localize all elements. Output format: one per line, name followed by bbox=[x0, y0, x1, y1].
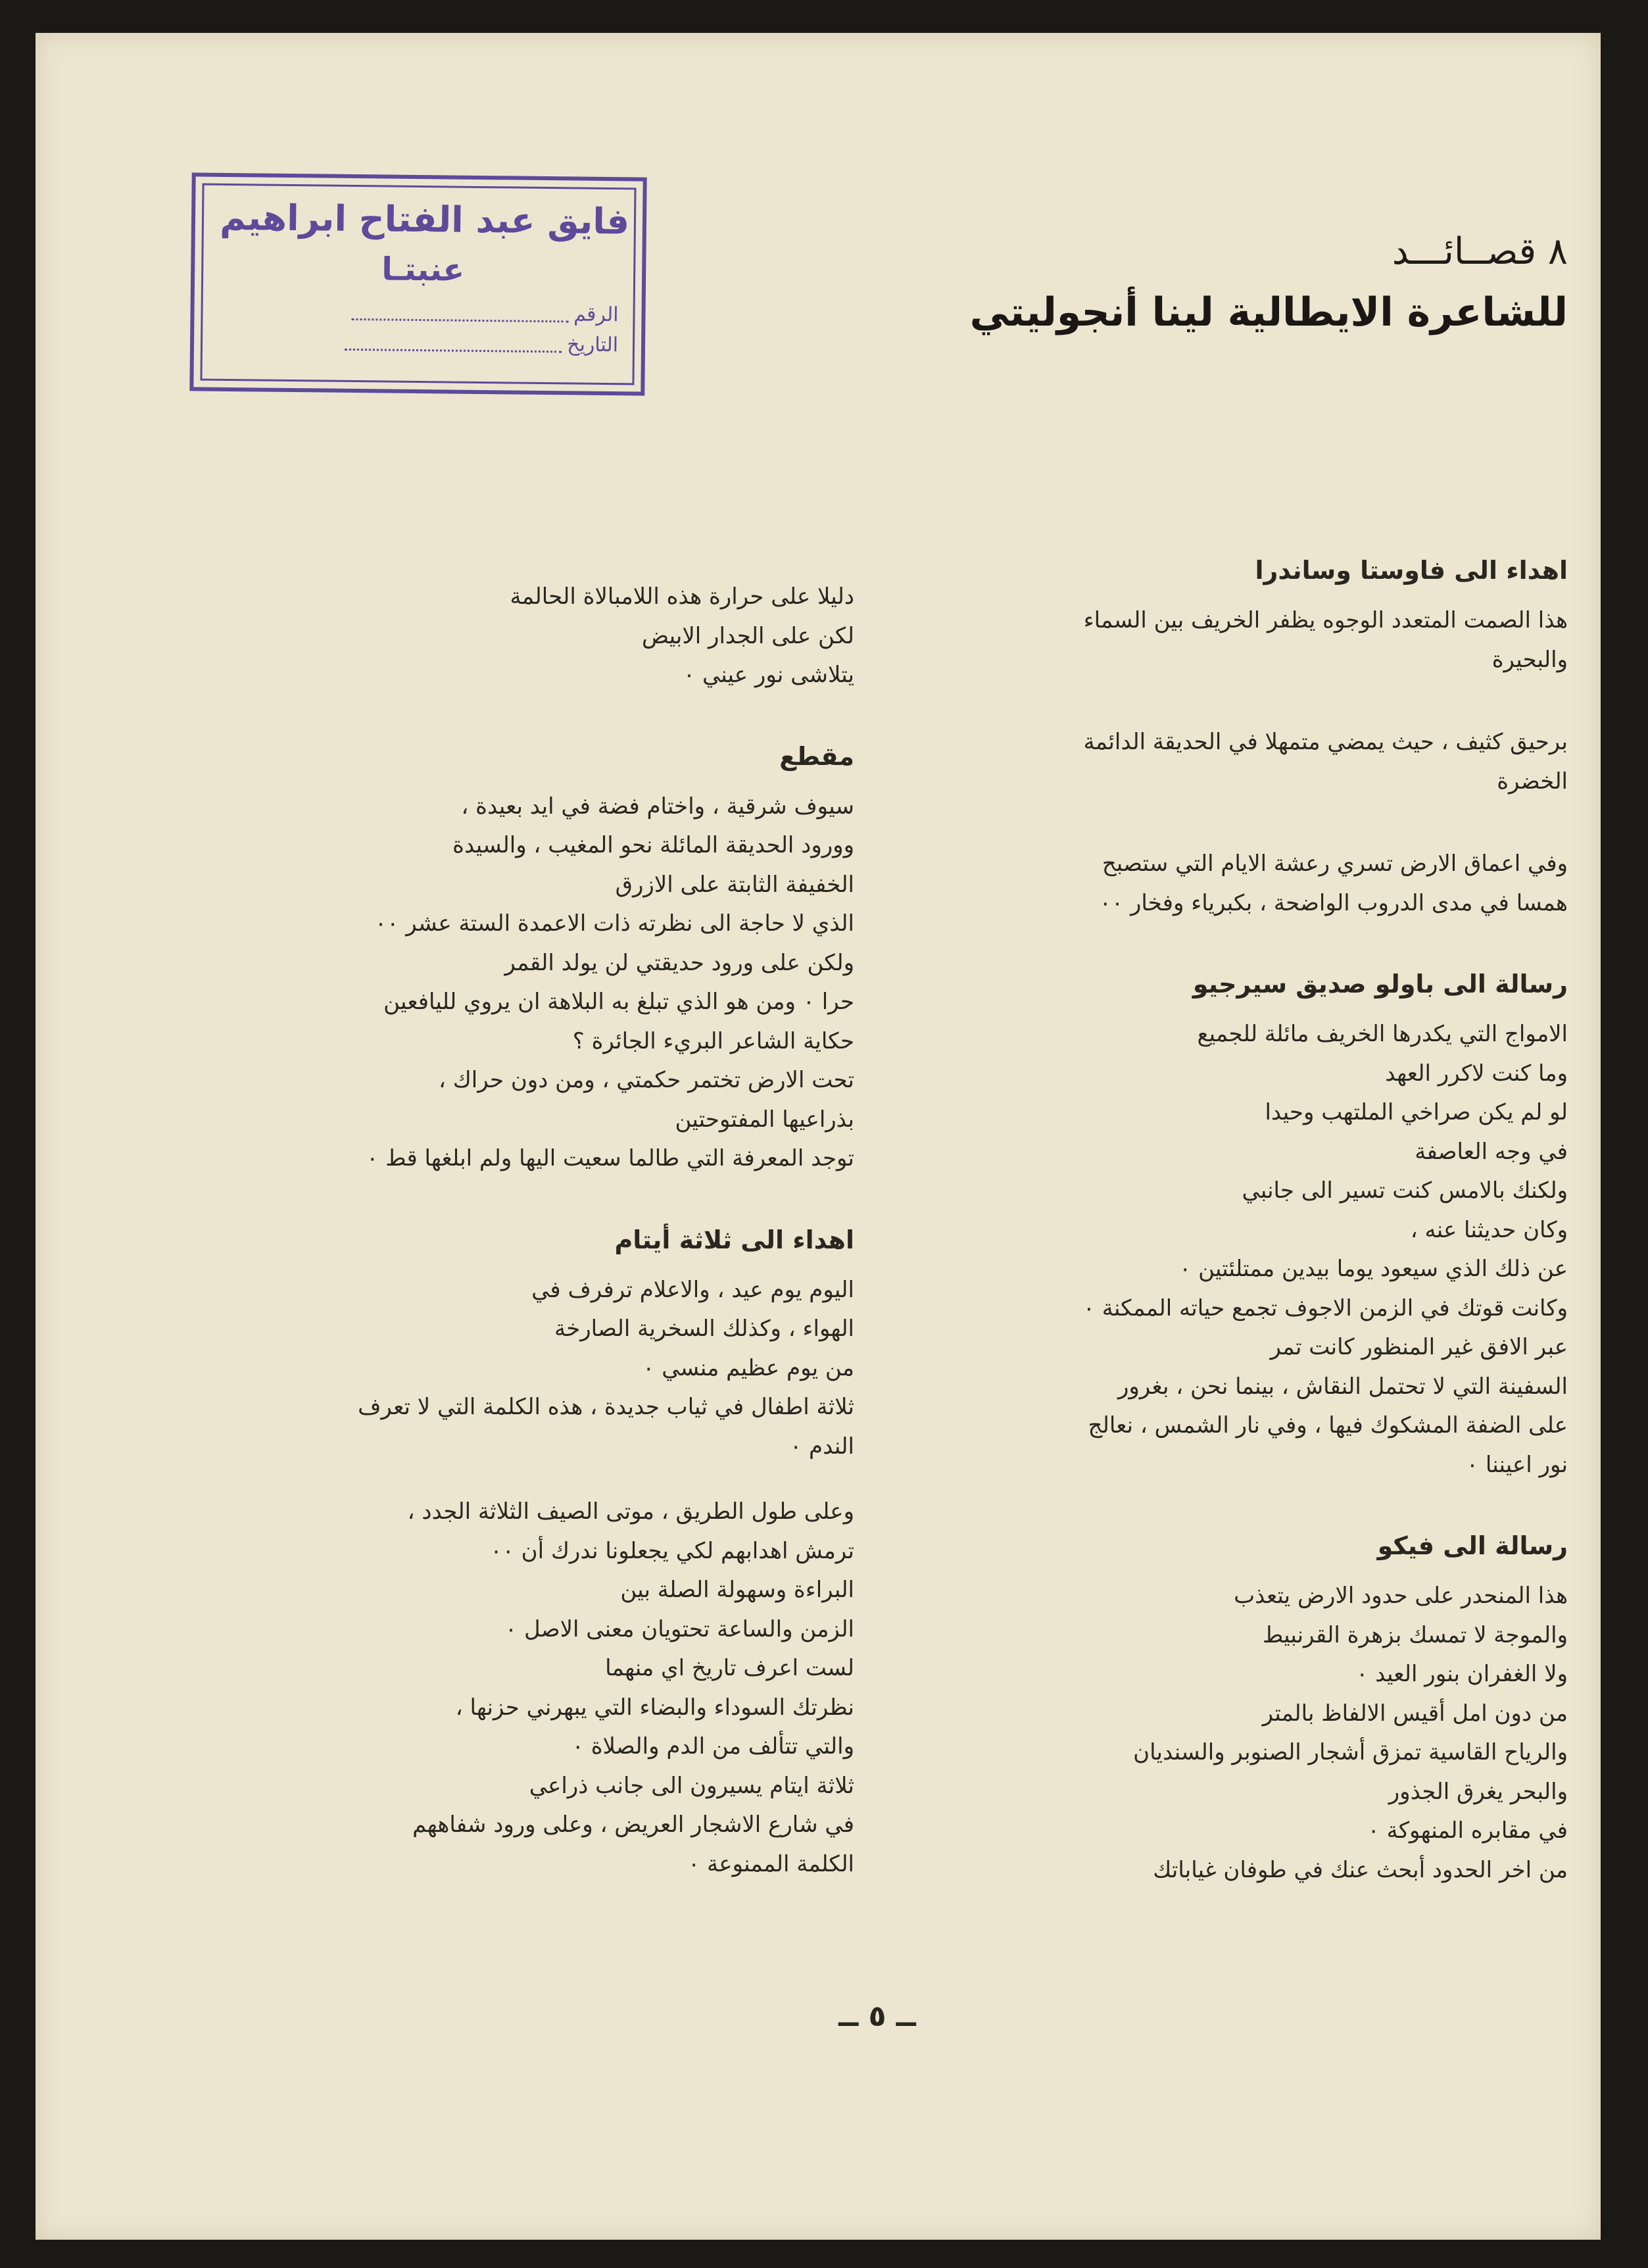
poem-line: من اخر الحدود أبحث عنك في طوفان غياباتك bbox=[1153, 1856, 1568, 1883]
poem-line: الزمن والساعة تحتويان معنى الاصل ٠ bbox=[504, 1615, 854, 1642]
stamp-date-line bbox=[345, 334, 562, 353]
page-number: ــ ٥ ــ bbox=[838, 2000, 916, 2033]
poem-line: وعلى طول الطريق ، موتى الصيف الثلاثة الجدد ، bbox=[407, 1498, 854, 1525]
stamp-date-row bbox=[345, 331, 618, 357]
poem-line: والبحر يغرق الجذور bbox=[1388, 1778, 1568, 1805]
poem-line: يتلاشى نور عيني ٠ bbox=[683, 662, 854, 688]
poem-line: والرياح القاسية تمزق أشجار الصنوبر والسنديان bbox=[1133, 1739, 1568, 1765]
page-title: للشاعرة الايطالية لينا أنجوليتي bbox=[969, 289, 1568, 335]
stanza-gap bbox=[910, 801, 1568, 845]
poem-line: لست اعرف تاريخ اي منهما bbox=[605, 1655, 854, 1681]
poem-line: اليوم يوم عيد ، والاعلام ترفرف في bbox=[531, 1276, 854, 1303]
poem-line: الخفيفة الثابتة على الازرق bbox=[615, 871, 854, 898]
poem-line: في مقابره المنهوكة ٠ bbox=[1367, 1817, 1568, 1844]
poem-line: توجد المعرفة التي طالما سعيت اليها ولم ابلغها قط ٠ bbox=[366, 1145, 854, 1171]
poem-line: وما كنت لاكرر العهد bbox=[1385, 1060, 1568, 1087]
poem-line: في وجه العاصفة bbox=[1415, 1138, 1568, 1165]
magazine-page bbox=[36, 33, 1601, 2240]
poem-line: وكان حديثنا عنه ، bbox=[1410, 1216, 1568, 1243]
stamp-ref-label: الرقم bbox=[573, 303, 619, 327]
poem-line: لو لم يكن صراخي الملتهب وحيدا bbox=[1265, 1099, 1568, 1125]
poem-line: الخضرة bbox=[1497, 768, 1568, 795]
poem-line: الامواج التي يكدرها الخريف مائلة للجميع bbox=[1197, 1021, 1568, 1047]
poem-line: من دون امل أقيس الالفاظ بالمتر bbox=[1262, 1700, 1568, 1727]
stamp-ref-line bbox=[351, 304, 568, 322]
poem-line: هذا الصمت المتعدد الوجوه يظفر الخريف بين السماء bbox=[1083, 607, 1568, 633]
stamp-ref-row bbox=[351, 301, 619, 326]
stamp-date-label: التاريخ bbox=[566, 333, 619, 357]
poem-line: والموجة لا تمسك بزهرة القرنبيط bbox=[1262, 1621, 1568, 1648]
stanza-gap bbox=[200, 1466, 854, 1492]
poem-line: الذي لا حاجة الى نظرته ذات الاعمدة الستة عشر ٠٠ bbox=[374, 910, 854, 937]
poem-line: نظرتك السوداء والبضاء التي يبهرني حزنها ، bbox=[455, 1694, 854, 1721]
stamp-city: عنبتـا bbox=[381, 251, 465, 289]
poem-line: الكلمة الممنوعة ٠ bbox=[687, 1850, 854, 1877]
poem-line: البراءة وسهولة الصلة بين bbox=[620, 1577, 854, 1603]
poem-line: في شارع الاشجار العريض ، وعلى ورود شفاههم bbox=[412, 1812, 854, 1838]
poem-line: هذا المنحدر على حدود الارض يتعذب bbox=[1234, 1583, 1568, 1609]
section-gap bbox=[910, 1485, 1568, 1528]
poem-line: عبر الافق غير المنظور كانت تمر bbox=[1270, 1334, 1568, 1360]
poem-line: والتي تتألف من الدم والصلاة ٠ bbox=[571, 1733, 854, 1760]
poem-line: على الضفة المشكوك فيها ، وفي نار الشمس ، نعالج bbox=[1088, 1412, 1568, 1439]
poem-line: ثلاثة ايتام يسيرون الى جانب ذراعي bbox=[529, 1772, 854, 1799]
poem-title: اهداء الى ثلاثة أيتام bbox=[614, 1225, 854, 1254]
section-gap bbox=[200, 1179, 854, 1222]
poem-title: رسالة الى باولو صديق سيرجيو bbox=[1192, 970, 1568, 998]
poem-line: تحت الارض تختمر حكمتي ، ومن دون حراك ، bbox=[439, 1067, 854, 1093]
poem-line: حرا ٠ ومن هو الذي تبلغ به البلاهة ان يروي لليافعين bbox=[383, 989, 854, 1015]
poem-line: دليلا على حرارة هذه اللامبالاة الحالمة bbox=[510, 583, 854, 610]
stamp-owner-name: فايق عبد الفتاح ابراهيم bbox=[219, 196, 630, 243]
section-gap bbox=[200, 695, 854, 739]
poem-line: حكاية الشاعر البريء الجائرة ؟ bbox=[572, 1027, 854, 1054]
poem-line: ولكنك بالامس كنت تسير الى جانبي bbox=[1242, 1177, 1568, 1204]
poem-line: ولكن على ورود حديقتي لن يولد القمر bbox=[504, 949, 854, 976]
poem-line: لكن على الجدار الابيض bbox=[642, 622, 854, 649]
poem-title: مقطع bbox=[779, 741, 854, 771]
poem-line: ثلاثة اطفال في ثياب جديدة ، هذه الكلمة التي لا تعرف bbox=[358, 1394, 854, 1420]
section-number: ٨ قصــائـــد bbox=[1392, 230, 1568, 273]
right-column bbox=[910, 553, 1568, 1890]
poem-title: رسالة الى فيكو bbox=[1377, 1531, 1568, 1560]
poem-line: وكانت قوتك في الزمن الاجوف تجمع حياته الممكنة ٠ bbox=[1082, 1294, 1568, 1321]
poem-line: ولا الغفران بنور العيد ٠ bbox=[1356, 1661, 1568, 1687]
poem-line: برحيق كثيف ، حيث يمضي متمهلا في الحديقة الدائمة bbox=[1083, 729, 1568, 755]
poem-title: اهداء الى فاوستا وساندرا bbox=[1255, 556, 1568, 585]
poem-line: سيوف شرقية ، واختام فضة في ايد بعيدة ، bbox=[461, 793, 854, 820]
poem-line: وفي اعماق الارض تسري رعشة الايام التي ستصبح bbox=[1102, 851, 1568, 877]
poem-line: من يوم عظيم منسي ٠ bbox=[642, 1354, 854, 1381]
poem-line: بذراعيها المفتوحتين bbox=[675, 1106, 854, 1133]
poem-line: الهواء ، وكذلك السخرية الصارخة bbox=[554, 1316, 854, 1342]
poem-line: ترمش اهدابهم لكي يجعلونا ندرك أن ٠٠ bbox=[490, 1537, 854, 1564]
poem-line: نور اعيننا ٠ bbox=[1466, 1451, 1568, 1478]
poem-line: والبحيرة bbox=[1491, 646, 1568, 673]
poem-line: السفينة التي لا تحتمل النقاش ، بينما نحن ، بغرور bbox=[1117, 1373, 1568, 1400]
poem-line: همسا في مدى الدروب الواضحة ، بكبرياء وفخار ٠٠ bbox=[1099, 889, 1568, 916]
poem-line: وورود الحديقة المائلة نحو المغيب ، والسيدة bbox=[452, 832, 854, 858]
stanza-gap bbox=[910, 679, 1568, 723]
poem-line: الندم ٠ bbox=[789, 1433, 854, 1460]
left-column bbox=[200, 578, 854, 1884]
owner-stamp bbox=[189, 172, 646, 395]
poem-line: عن ذلك الذي سيعود يوما بيدين ممتلئتين ٠ bbox=[1179, 1256, 1568, 1282]
section-gap bbox=[910, 923, 1568, 966]
